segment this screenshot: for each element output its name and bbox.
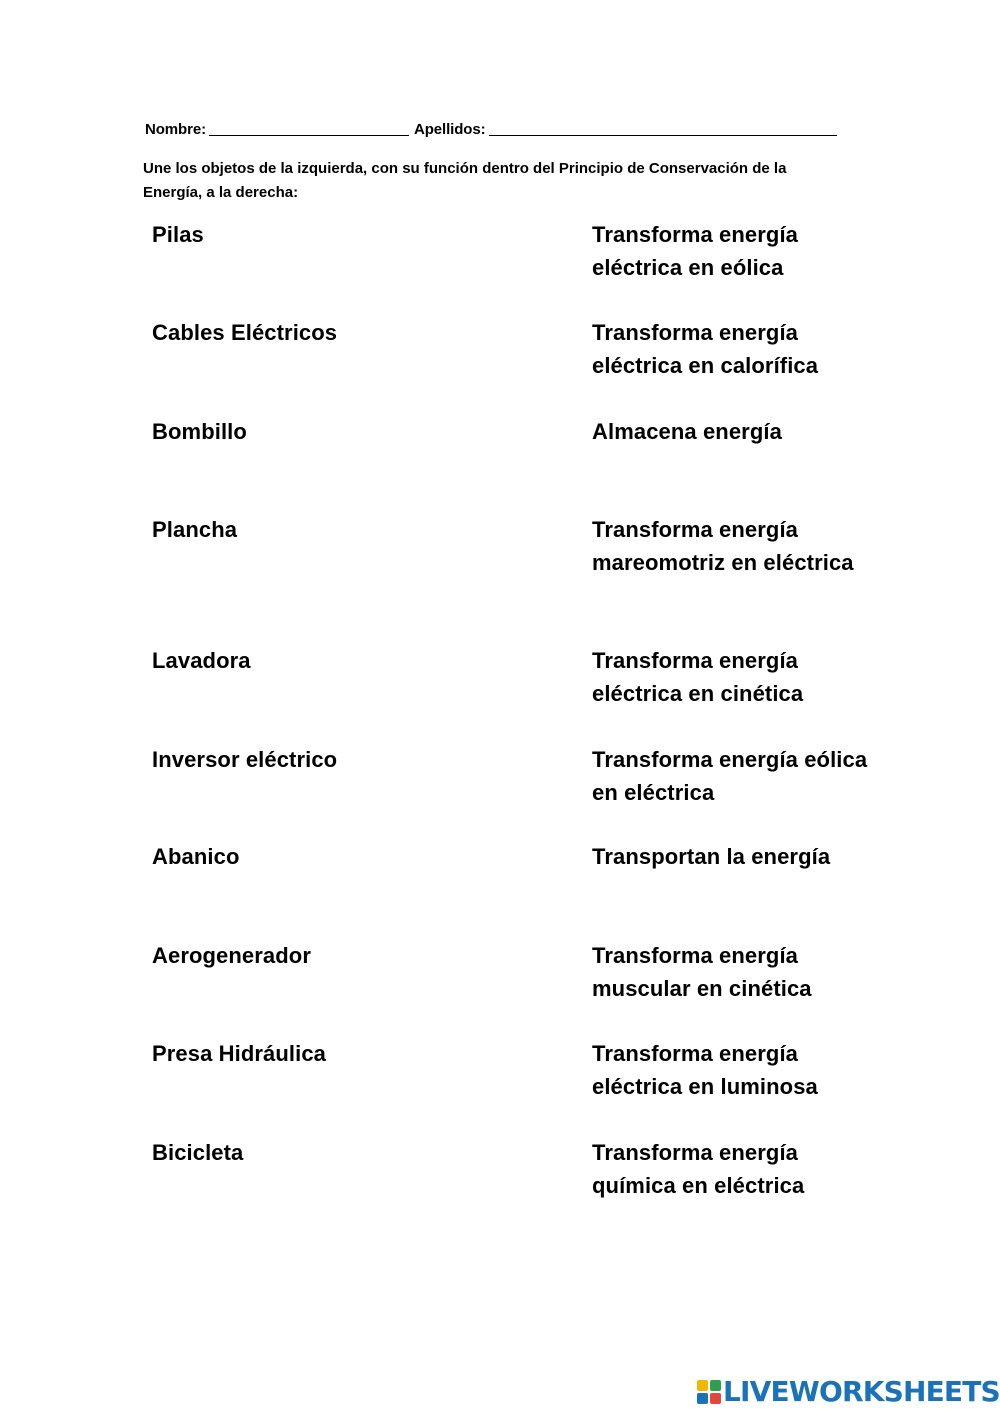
left-item-inversor[interactable]: Inversor eléctrico [152,747,338,772]
logo-mark-cell [710,1380,721,1391]
logo-mark-cell [710,1393,721,1404]
left-item-bombillo[interactable]: Bombillo [152,419,247,444]
instructions-text: Une los objetos de la izquierda, con su función dentro del Principio de Conservación de la Energía, a la derecha: [143,160,787,201]
right-item-quimica-electrica[interactable]: Transforma energía química en eléctrica [592,1140,805,1198]
right-item-almacena[interactable]: Almacena energía [592,419,782,444]
left-item-pilas[interactable]: Pilas [152,222,204,247]
right-item-electrica-luminosa[interactable]: Transforma energía eléctrica en luminosa [592,1041,818,1099]
student-info-line [145,119,837,138]
right-item-mareomotriz-electrica[interactable]: Transforma energía mareomotriz en eléctrica [592,517,854,575]
right-item-eolica-electrica[interactable]: Transforma energía eólica en eléctrica [592,747,868,805]
right-item-electrica-cinetica[interactable]: Transforma energía eléctrica en cinética [592,648,804,706]
left-item-aerogenerador[interactable]: Aerogenerador [152,943,312,968]
left-item-lavadora[interactable]: Lavadora [152,648,251,673]
liveworksheets-logo-icon [697,1380,721,1404]
liveworksheets-logo-text: LIVEWORKSHEETS [723,1375,1000,1408]
right-item-electrica-eolica[interactable]: Transforma energía eléctrica en eólica [592,222,798,280]
apellidos-field[interactable] [489,121,837,136]
nombre-label: Nombre: [145,121,206,138]
liveworksheets-logo [697,1376,1000,1408]
logo-mark-cell [697,1380,708,1391]
right-item-electrica-calorifica[interactable]: Transforma energía eléctrica en calorífica [592,320,819,378]
left-item-presa[interactable]: Presa Hidráulica [152,1041,327,1066]
left-item-plancha[interactable]: Plancha [152,517,238,542]
logo-mark-cell [697,1393,708,1404]
right-item-muscular-cinetica[interactable]: Transforma energía muscular en cinética [592,943,812,1001]
right-item-transportan[interactable]: Transportan la energía [592,844,831,869]
left-item-bicicleta[interactable]: Bicicleta [152,1140,244,1165]
left-item-cables[interactable]: Cables Eléctricos [152,320,338,345]
left-item-abanico[interactable]: Abanico [152,844,240,869]
apellidos-label: Apellidos: [413,121,486,138]
nombre-field[interactable] [209,121,409,136]
